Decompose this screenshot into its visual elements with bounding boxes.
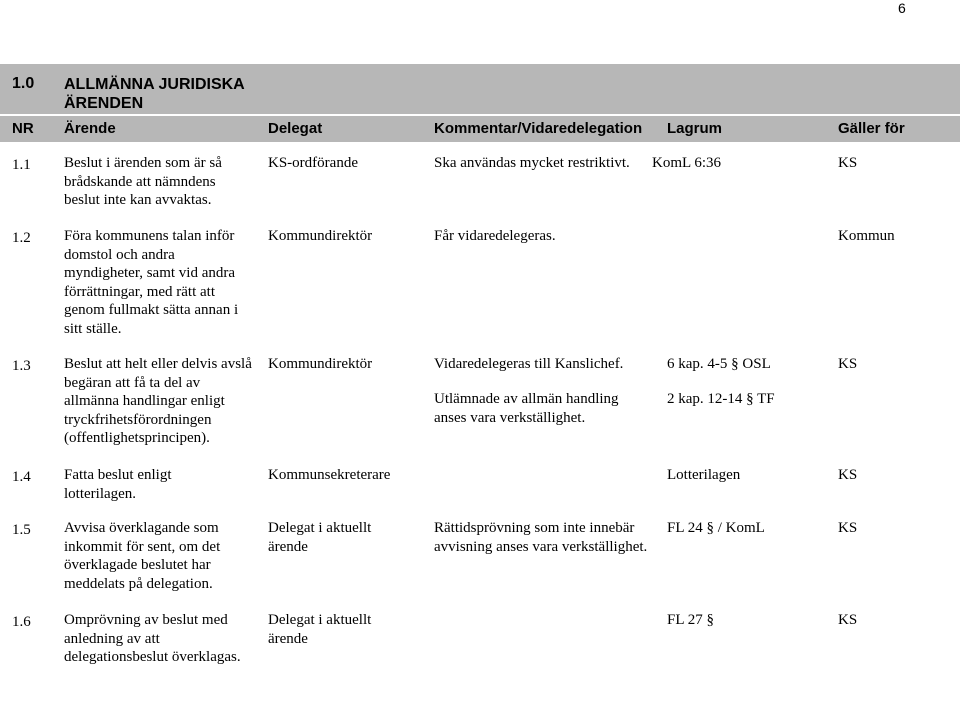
row-galler: KS — [838, 467, 858, 483]
section-header-bar — [0, 64, 960, 114]
row-delegat: KS-ordförande — [268, 155, 358, 171]
row-lagrum: KomL 6:36 — [652, 155, 722, 171]
row-arende: Fatta beslut enligt lotterilagen. — [64, 467, 172, 502]
header-delegat: Delegat — [268, 120, 323, 137]
row-delegat: Kommunsekreterare — [268, 467, 391, 483]
row-delegat: Delegat i aktuellt ärende — [268, 520, 372, 555]
header-galler: Gäller för — [838, 120, 905, 137]
row-number: 1.2 — [12, 230, 31, 246]
row-arende: Beslut att helt eller delvis avslå begäran att få ta del av allmänna handlingar enligt tryckfrihetsförordningen (offentlighetsprincipen). — [64, 356, 252, 446]
row-delegat: Kommundirektör — [268, 356, 373, 372]
table-header-row — [0, 116, 960, 142]
header-nr: NR — [12, 120, 34, 137]
row-lagrum: FL 24 § / KomL — [667, 520, 765, 536]
page-number: 6 — [898, 0, 906, 16]
row-number: 1.4 — [12, 469, 31, 485]
row-arende: Omprövning av beslut med anledning av att delegationsbeslut överklagas. — [64, 612, 241, 665]
row-galler: KS — [838, 356, 858, 372]
row-delegat: Kommundirektör — [268, 228, 373, 244]
row-kommentar: Ska användas mycket restriktivt. — [434, 155, 630, 171]
row-lagrum: FL 27 § — [667, 612, 714, 628]
row-galler: KS — [838, 520, 858, 536]
section-title: ALLMÄNNA JURIDISKA ÄRENDEN — [64, 76, 245, 112]
row-galler: Kommun — [838, 228, 895, 244]
row-lagrum-extra: 2 kap. 12-14 § TF — [667, 391, 775, 407]
row-delegat: Delegat i aktuellt ärende — [268, 612, 372, 647]
row-arende: Avvisa överklagande som inkommit för sent, om det överklagade beslutet har meddelats på delegation. — [64, 520, 221, 592]
row-kommentar: Får vidaredelegeras. — [434, 228, 556, 244]
row-kommentar: Rättidsprövning som inte innebär avvisning anses vara verkställighet. — [434, 520, 648, 555]
row-kommentar: Vidaredelegeras till Kanslichef. — [434, 356, 624, 372]
header-arende: Ärende — [64, 120, 116, 137]
row-number: 1.3 — [12, 358, 31, 374]
row-number: 1.1 — [12, 157, 31, 173]
row-lagrum: Lotterilagen — [667, 467, 741, 483]
section-number: 1.0 — [12, 75, 35, 92]
row-arende: Beslut i ärenden som är så brådskande att nämndens beslut inte kan avvaktas. — [64, 155, 222, 208]
row-number: 1.6 — [12, 614, 31, 630]
header-lagrum: Lagrum — [667, 120, 723, 137]
row-number: 1.5 — [12, 522, 31, 538]
row-lagrum: 6 kap. 4-5 § OSL — [667, 356, 771, 372]
header-kommentar: Kommentar/Vidaredelegation — [434, 120, 643, 137]
row-arende: Föra kommunens talan inför domstol och andra myndigheter, samt vid andra förrättningar, med rätt att genom fullmakt sätta annan i sitt ställe. — [64, 228, 239, 337]
row-galler: KS — [838, 155, 858, 171]
row-galler: KS — [838, 612, 858, 628]
row-kommentar-extra: Utlämnade av allmän handling anses vara verkställighet. — [434, 391, 619, 426]
